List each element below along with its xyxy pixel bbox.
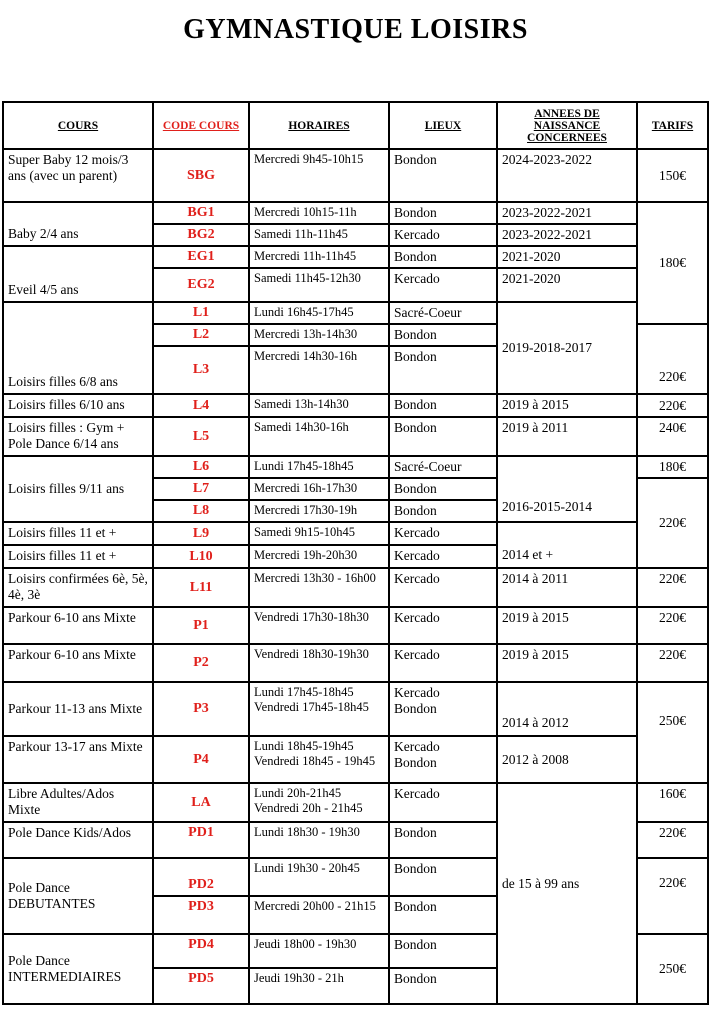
horaire-cell: Lundi 17h45-18h45 bbox=[249, 456, 389, 478]
table-row bbox=[3, 417, 708, 456]
tarif-cell: 180€ bbox=[637, 456, 708, 478]
horaire-cell: Vendredi 18h30-19h30 bbox=[249, 644, 389, 682]
tarif-cell: 220€ bbox=[637, 478, 708, 568]
cours-cell: Loisirs confirmées 6è, 5è, 4è, 3è bbox=[3, 568, 153, 607]
lieu-cell: Kercado bbox=[389, 522, 497, 545]
annees-cell: 2016-2015-2014 bbox=[497, 456, 637, 522]
lieu-cell: Kercado bbox=[389, 545, 497, 568]
lieu-cell: Bondon bbox=[389, 822, 497, 858]
lieu-cell: Bondon bbox=[389, 968, 497, 1004]
tarif-cell: 240€ bbox=[637, 417, 708, 456]
code-cell: BG2 bbox=[153, 224, 249, 246]
lieu-cell: Bondon bbox=[389, 202, 497, 224]
code-cell: P3 bbox=[153, 682, 249, 736]
table-row bbox=[3, 682, 708, 736]
horaire-cell: Mercredi 9h45-10h15 bbox=[249, 149, 389, 202]
horaire-cell: Mercredi 13h30 - 16h00 bbox=[249, 568, 389, 607]
lieu-line: Bondon bbox=[394, 701, 437, 716]
cours-cell: Loisirs filles 6/8 ans bbox=[3, 302, 153, 394]
cours-cell: Pole Dance Kids/Ados bbox=[3, 822, 153, 858]
horaire-cell: Samedi 11h-11h45 bbox=[249, 224, 389, 246]
table-row bbox=[3, 149, 708, 202]
lieu-line: Kercado bbox=[394, 739, 440, 754]
code-cell: L3 bbox=[153, 346, 249, 394]
lieu-cell: Kercado bbox=[389, 783, 497, 822]
lieu-cell: Bondon bbox=[389, 934, 497, 968]
table-row bbox=[3, 394, 708, 417]
code-cell: P1 bbox=[153, 607, 249, 644]
table-row bbox=[3, 302, 708, 324]
code-cell: PD3 bbox=[153, 896, 249, 934]
cours-cell: Eveil 4/5 ans bbox=[3, 246, 153, 302]
cours-cell: Loisirs filles : Gym + Pole Dance 6/14 ans bbox=[3, 417, 153, 456]
code-cell: PD5 bbox=[153, 968, 249, 1004]
annees-cell: 2019 à 2015 bbox=[497, 644, 637, 682]
cours-cell: Parkour 13-17 ans Mixte bbox=[3, 736, 153, 783]
schedule-table bbox=[2, 101, 709, 1005]
table-row bbox=[3, 607, 708, 644]
lieu-cell: Bondon bbox=[389, 394, 497, 417]
annees-cell: 2014 à 2011 bbox=[497, 568, 637, 607]
cours-cell: Loisirs filles 11 et + bbox=[3, 545, 153, 568]
annees-cell: 2019 à 2015 bbox=[497, 607, 637, 644]
code-cell: PD1 bbox=[153, 822, 249, 858]
code-cell: L7 bbox=[153, 478, 249, 500]
header-row bbox=[3, 102, 708, 149]
page-title: GYMNASTIQUE LOISIRS bbox=[183, 14, 528, 45]
horaire-cell: Lundi 18h30 - 19h30 bbox=[249, 822, 389, 858]
table-row bbox=[3, 568, 708, 607]
horaire-line: Lundi 18h45-19h45 bbox=[254, 739, 354, 753]
schedule-table-frame bbox=[2, 101, 707, 986]
horaire-cell: Mercredi 14h30-16h bbox=[249, 346, 389, 394]
code-cell: BG1 bbox=[153, 202, 249, 224]
annees-cell: 2024-2023-2022 bbox=[497, 149, 637, 202]
code-cell: SBG bbox=[153, 149, 249, 202]
horaire-cell: Mercredi 13h-14h30 bbox=[249, 324, 389, 346]
lieu-cell: Bondon bbox=[389, 478, 497, 500]
header-horaires: HORAIRES bbox=[249, 102, 389, 149]
cours-cell: Loisirs filles 9/11 ans bbox=[3, 456, 153, 522]
annees-cell: 2019 à 2011 bbox=[497, 417, 637, 456]
lieu-cell: Kercado bbox=[389, 568, 497, 607]
annees-cell: 2014 et + bbox=[497, 522, 637, 568]
code-cell: L2 bbox=[153, 324, 249, 346]
code-cell: L8 bbox=[153, 500, 249, 522]
tarif-cell: 250€ bbox=[637, 682, 708, 783]
table-row bbox=[3, 456, 708, 478]
annees-cell: 2012 à 2008 bbox=[497, 736, 637, 783]
horaire-line: Lundi 20h-21h45 bbox=[254, 786, 342, 800]
header-code: CODE COURS bbox=[153, 102, 249, 149]
tarif-cell: 150€ bbox=[637, 149, 708, 202]
tarif-cell: 220€ bbox=[637, 324, 708, 394]
lieu-cell: Bondon bbox=[389, 324, 497, 346]
horaire-cell: Mercredi 19h-20h30 bbox=[249, 545, 389, 568]
code-cell: L4 bbox=[153, 394, 249, 417]
cours-cell: Parkour 11-13 ans Mixte bbox=[3, 682, 153, 736]
lieu-cell: Sacré-Coeur bbox=[389, 302, 497, 324]
horaire-line: Vendredi 18h45 - 19h45 bbox=[254, 754, 376, 768]
lieu-cell: Bondon bbox=[389, 896, 497, 934]
lieu-cell: Kercado bbox=[389, 644, 497, 682]
code-cell: EG1 bbox=[153, 246, 249, 268]
tarif-cell: 160€ bbox=[637, 783, 708, 822]
horaire-cell: Samedi 13h-14h30 bbox=[249, 394, 389, 417]
lieu-cell bbox=[389, 682, 497, 736]
horaire-cell bbox=[249, 682, 389, 736]
lieu-cell: Bondon bbox=[389, 346, 497, 394]
code-cell: P2 bbox=[153, 644, 249, 682]
table-row bbox=[3, 522, 708, 545]
horaire-cell: Mercredi 10h15-11h bbox=[249, 202, 389, 224]
code-cell: L9 bbox=[153, 522, 249, 545]
lieu-cell: Bondon bbox=[389, 417, 497, 456]
header-cours: COURS bbox=[3, 102, 153, 149]
lieu-line: Kercado bbox=[394, 685, 440, 700]
table-row bbox=[3, 783, 708, 822]
cours-cell: Pole Dance DEBUTANTES bbox=[3, 858, 153, 934]
horaire-line: Lundi 17h45-18h45 bbox=[254, 685, 354, 699]
tarif-cell: 220€ bbox=[637, 607, 708, 644]
tarif-cell: 250€ bbox=[637, 934, 708, 1004]
table-row bbox=[3, 644, 708, 682]
horaire-cell: Mercredi 16h-17h30 bbox=[249, 478, 389, 500]
annees-cell: 2023-2022-2021 bbox=[497, 202, 637, 224]
horaire-cell: Lundi 19h30 - 20h45 bbox=[249, 858, 389, 896]
horaire-cell: Mercredi 11h-11h45 bbox=[249, 246, 389, 268]
horaire-cell: Samedi 9h15-10h45 bbox=[249, 522, 389, 545]
code-cell: LA bbox=[153, 783, 249, 822]
code-cell: PD2 bbox=[153, 858, 249, 896]
table-row bbox=[3, 736, 708, 783]
table-row bbox=[3, 202, 708, 224]
cours-cell: Loisirs filles 6/10 ans bbox=[3, 394, 153, 417]
code-cell: PD4 bbox=[153, 934, 249, 968]
cours-cell: Parkour 6-10 ans Mixte bbox=[3, 644, 153, 682]
tarif-cell: 180€ bbox=[637, 202, 708, 324]
horaire-cell: Mercredi 17h30-19h bbox=[249, 500, 389, 522]
code-cell: L11 bbox=[153, 568, 249, 607]
lieu-cell: Bondon bbox=[389, 500, 497, 522]
horaire-cell bbox=[249, 783, 389, 822]
code-cell: L5 bbox=[153, 417, 249, 456]
lieu-cell: Bondon bbox=[389, 858, 497, 896]
code-cell: L6 bbox=[153, 456, 249, 478]
annees-cell: de 15 à 99 ans bbox=[497, 783, 637, 1004]
lieu-cell: Kercado bbox=[389, 224, 497, 246]
code-cell: P4 bbox=[153, 736, 249, 783]
tarif-cell: 220€ bbox=[637, 568, 708, 607]
code-cell: EG2 bbox=[153, 268, 249, 302]
table-row bbox=[3, 246, 708, 268]
horaire-cell: Mercredi 20h00 - 21h15 bbox=[249, 896, 389, 934]
lieu-line: Bondon bbox=[394, 755, 437, 770]
tarif-cell: 220€ bbox=[637, 858, 708, 934]
horaire-line: Vendredi 20h - 21h45 bbox=[254, 801, 363, 815]
tarif-cell: 220€ bbox=[637, 644, 708, 682]
cours-cell: Libre Adultes/Ados Mixte bbox=[3, 783, 153, 822]
horaire-cell: Samedi 14h30-16h bbox=[249, 417, 389, 456]
horaire-cell: Samedi 11h45-12h30 bbox=[249, 268, 389, 302]
lieu-cell: Bondon bbox=[389, 149, 497, 202]
annees-cell: 2021-2020 bbox=[497, 246, 637, 268]
cours-cell: Baby 2/4 ans bbox=[3, 202, 153, 246]
horaire-cell: Jeudi 19h30 - 21h bbox=[249, 968, 389, 1004]
horaire-cell bbox=[249, 736, 389, 783]
code-cell: L1 bbox=[153, 302, 249, 324]
tarif-cell: 220€ bbox=[637, 822, 708, 858]
lieu-cell: Kercado bbox=[389, 607, 497, 644]
annees-cell: 2021-2020 bbox=[497, 268, 637, 302]
cours-cell: Super Baby 12 mois/3 ans (avec un parent) bbox=[3, 149, 153, 202]
annees-cell: 2014 à 2012 bbox=[497, 682, 637, 736]
lieu-cell: Kercado bbox=[389, 268, 497, 302]
cours-cell: Pole Dance INTERMEDIAIRES bbox=[3, 934, 153, 1004]
annees-cell: 2019 à 2015 bbox=[497, 394, 637, 417]
annees-cell: 2023-2022-2021 bbox=[497, 224, 637, 246]
lieu-cell: Bondon bbox=[389, 246, 497, 268]
lieu-cell: Sacré-Coeur bbox=[389, 456, 497, 478]
header-lieux: LIEUX bbox=[389, 102, 497, 149]
horaire-cell: Jeudi 18h00 - 19h30 bbox=[249, 934, 389, 968]
cours-cell: Loisirs filles 11 et + bbox=[3, 522, 153, 545]
header-annees: ANNEES DE NAISSANCE CONCERNEES bbox=[497, 102, 637, 149]
header-tarifs: TARIFS bbox=[637, 102, 708, 149]
horaire-cell: Lundi 16h45-17h45 bbox=[249, 302, 389, 324]
cours-cell: Parkour 6-10 ans Mixte bbox=[3, 607, 153, 644]
lieu-cell bbox=[389, 736, 497, 783]
tarif-cell: 220€ bbox=[637, 394, 708, 417]
horaire-cell: Vendredi 17h30-18h30 bbox=[249, 607, 389, 644]
horaire-line: Vendredi 17h45-18h45 bbox=[254, 700, 369, 714]
code-cell: L10 bbox=[153, 545, 249, 568]
annees-cell: 2019-2018-2017 bbox=[497, 302, 637, 394]
